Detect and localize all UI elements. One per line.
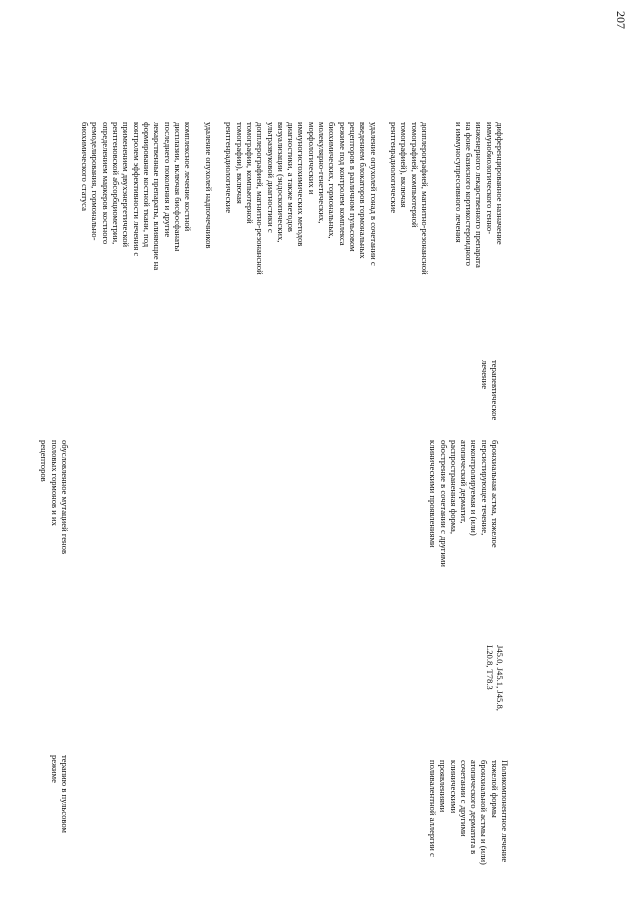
row-a-condition-cell: обусловленное мутацией генов половых гормонов и их рецепторов — [39, 440, 70, 554]
row-a-treatment-cell: терапию в пульсовом режиме — [49, 755, 70, 833]
row-b-type-cell: терапевтическое лечение — [479, 360, 500, 421]
row-b-condition-cell: бронхиальная астма, тяжелое персистирующее течение, неконтролируемая и (или) атопический дерматит, распространенная форма, обострение в сочетании с другими клиническими проявлениями — [428, 440, 500, 567]
row-b-treatment-cell: Поликомпонентное лечение тяжелой формы бронхиальной астмы и (или) атопического дерматита в сочетании с другими клиническими проявлениями поливалентной аллергии с — [427, 760, 510, 865]
row-a-method-cell: допплерографией, магнитно-резонансной томографией, компьютерной томографией), включая рентгенрадиологические удаление опухолей гонад в сочетании с введением блокаторов гормональных рецепторов в различном пульсовом режиме под контролем комплекса биохимических, гормональных, молекулярно-генетических, морфологических и иммуногистохимических методов диагностики, а также методов визуализации (эндоскопических, ультразвуковой диагностики с допплерографией, магнитно-резонансной томографии, компьютерной томографии), включая рентгенрадиологические удаление опухолей надпочечников комплексное лечение костной дисплазии, включая бисфосфанаты последнего поколения и другие лекарственные препараты, влияющие на формирование костной ткани, под контролем эффективности лечения с применением двухэнергетической рентгеновской абсорбциометрии, определением маркеров костного ремоделирования, гормонально- биохимического статуса — [80, 122, 430, 275]
row-b-codes-cell: J45.0, J45.1, J45.8, L20.8, T78.3 — [484, 645, 505, 711]
page-number: 207 — [614, 11, 628, 29]
row-b-method-cell: дифференцированное назначение иммунобиологического генно- инженерного лекарственного препарата на фоне базисного кортикостероидного и иммуносупрессивного лечения — [453, 122, 505, 268]
